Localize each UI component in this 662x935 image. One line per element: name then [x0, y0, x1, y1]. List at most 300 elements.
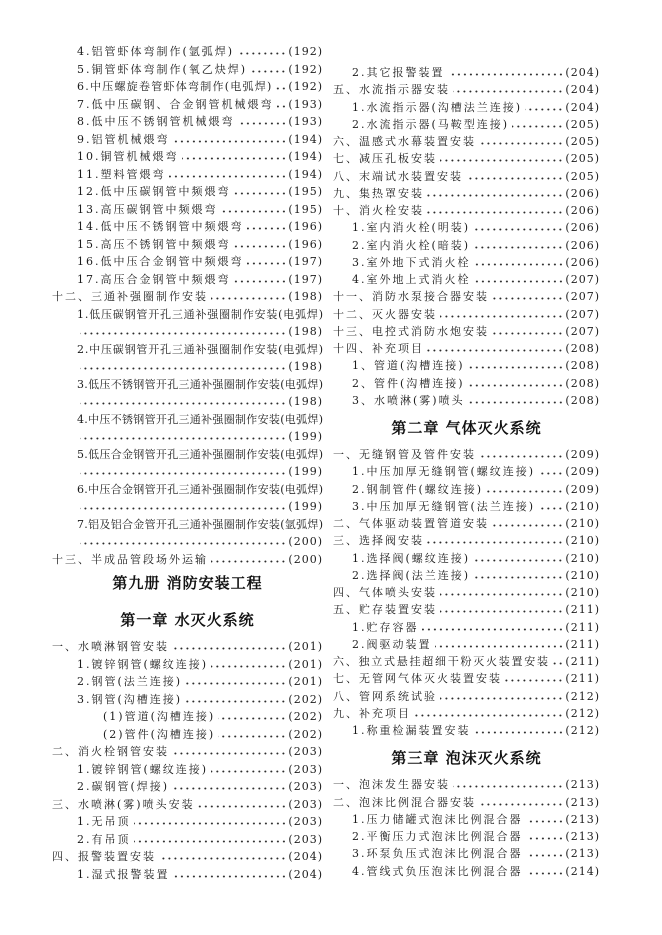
toc-section-entry: [52, 796, 323, 814]
toc-item-entry: [52, 866, 323, 884]
dot-leader: [172, 647, 286, 650]
toc-entry-line: [77, 271, 323, 289]
dot-leader: [198, 805, 287, 808]
toc-entry-line: [77, 148, 323, 166]
toc-entry-line: [333, 601, 600, 618]
toc-section-entry: [333, 794, 600, 811]
toc-page-number: (198): [288, 325, 323, 338]
toc-entry-title: 九、集热罩安装: [333, 186, 424, 200]
toc-item-entry: [52, 831, 323, 849]
toc-page-number: (212): [565, 724, 600, 737]
toc-page-number: (196): [288, 220, 323, 233]
toc-entry-line: [77, 236, 323, 254]
toc-entry-title: 1.低压碳钢管开孔三通补强圈制作安装(电弧焊): [77, 307, 324, 321]
toc-entry-line: [77, 96, 323, 114]
toc-page-number: (206): [565, 186, 600, 200]
toc-entry-line: [52, 638, 323, 656]
toc-entry-title: 一、水喷淋钢管安装: [52, 640, 169, 653]
toc-entry-line: [52, 848, 323, 866]
toc-section-entry: [333, 776, 600, 793]
dot-leader: [526, 837, 564, 840]
toc-left-column: [52, 43, 323, 883]
toc-entry-title: 五、贮存装置安装: [333, 603, 437, 617]
toc-entry-line: [352, 550, 600, 567]
toc-entry-line: [352, 828, 600, 845]
dot-leader: [234, 245, 287, 248]
toc-item-entry: [333, 828, 600, 845]
toc-entry-line: [77, 446, 323, 464]
toc-entry-line: [77, 113, 323, 131]
toc-entry-title: 十三、电控式消防水炮安装: [333, 324, 489, 338]
dot-leader: [276, 87, 287, 90]
toc-section-entry: [333, 688, 600, 705]
toc-entry-line: [352, 811, 600, 828]
toc-entry-title: 4.中压不锈钢管开孔三通补强圈制作安装(电弧焊): [77, 412, 324, 426]
toc-page-number: (207): [565, 324, 600, 338]
toc-section-entry: [333, 446, 600, 463]
toc-page-number: (200): [288, 552, 323, 566]
toc-entry-line: [333, 150, 600, 167]
toc-section-entry: [333, 81, 600, 98]
dot-leader: [169, 175, 287, 178]
dot-leader: [435, 645, 564, 648]
toc-entry-title: 3.低压不锈钢管开孔三通补强圈制作安装(电弧焊): [77, 377, 324, 391]
toc-entry-line: [352, 463, 600, 480]
toc-entry-line: [77, 376, 323, 394]
toc-item-entry: [52, 691, 323, 709]
toc-entry-title: 二、气体驱动装置管道安装: [333, 517, 489, 530]
dot-leader: [185, 682, 286, 685]
dot-leader: [427, 349, 563, 352]
toc-item-entry: [333, 271, 600, 288]
toc-item-entry: [333, 237, 600, 254]
toc-entry-title: 十四、补充项目: [333, 342, 424, 355]
toc-entry-title: 二、泡沫比例混合器安装: [333, 795, 476, 809]
dot-leader: [492, 297, 563, 300]
toc-page-number: (195): [288, 185, 323, 198]
toc-entry-leader-line: [77, 533, 323, 551]
toc-page-number: (211): [565, 603, 600, 617]
toc-entry-line: [333, 323, 600, 340]
toc-page-number: (211): [565, 620, 600, 634]
toc-entry-title: 3.室外地下式消火栓: [352, 255, 471, 269]
toc-item-entry: [52, 411, 323, 446]
toc-page-number: (206): [565, 204, 600, 217]
toc-item-entry: [333, 99, 600, 116]
toc-entry-title: 三、水喷淋(雾)喷头安装: [52, 797, 195, 811]
dot-leader: [221, 210, 287, 213]
toc-entry-line: [333, 794, 600, 811]
toc-item-entry: [333, 550, 600, 567]
toc-entry-line: [352, 357, 600, 374]
toc-page-number: (205): [565, 152, 600, 166]
toc-item-entry: [52, 446, 323, 481]
toc-item-entry: [52, 236, 323, 254]
dot-leader: [538, 472, 563, 475]
toc-entry-title: 2.室内消火栓(暗装): [352, 238, 471, 252]
toc-entry-line: [333, 532, 600, 549]
toc-entry-line: [77, 831, 323, 849]
toc-section-entry: [333, 323, 600, 340]
toc-entry-title: 2.水流指示器(马鞍型连接): [352, 117, 510, 131]
dot-leader: [173, 140, 287, 143]
toc-page-number: (193): [288, 97, 323, 111]
toc-page-number: (213): [565, 778, 600, 792]
toc-entry-line: [52, 288, 323, 306]
toc-item-entry: [333, 463, 600, 480]
dot-leader: [218, 717, 286, 720]
toc-subitem-entry: [52, 708, 323, 726]
toc-entry-title: 1.水流指示器(沟槽法兰连接): [352, 100, 523, 114]
toc-entry-line: [352, 116, 600, 133]
toc-entry-line: [333, 653, 600, 670]
toc-entry-leader-line: [77, 498, 323, 516]
toc-page-number: (203): [288, 797, 323, 811]
toc-entry-title: 十一、消防水泵接合器安装: [333, 290, 489, 304]
dot-leader: [80, 507, 286, 510]
toc-item-entry: [52, 813, 323, 831]
dot-leader: [211, 770, 286, 773]
toc-page-number: (203): [288, 815, 323, 828]
toc-entry-line: [352, 254, 600, 271]
dot-leader: [247, 227, 287, 230]
toc-item-entry: [52, 761, 323, 779]
toc-entry-title: 1.贮存容器: [352, 620, 419, 634]
toc-entry-title: 15.高压不锈钢管中频煨弯: [77, 237, 231, 251]
toc-entry-title: 二、消火栓钢管安装: [52, 745, 169, 758]
toc-page-number: (199): [288, 430, 323, 443]
toc-page-number: (207): [565, 307, 600, 321]
toc-entry-title: 七、减压孔板安装: [333, 152, 437, 166]
toc-page-number: (204): [565, 66, 600, 79]
toc-entry-title: 十二、三通补强圈制作安装: [52, 290, 208, 303]
toc-section-entry: [333, 306, 600, 323]
dot-leader: [526, 872, 564, 875]
toc-entry-title: 6.中压螺旋卷管虾体弯制作(电弧焊): [77, 80, 273, 93]
toc-entry-line: [352, 498, 600, 515]
toc-entry-title: 2.选择阀(法兰连接): [352, 568, 471, 582]
toc-item-entry: [333, 619, 600, 636]
toc-page-number: (214): [565, 864, 600, 878]
toc-item-entry: [52, 96, 323, 114]
toc-entry-title: 2、管件(沟槽连接): [352, 376, 465, 390]
toc-entry-line: [352, 636, 600, 653]
dot-leader: [250, 70, 286, 73]
toc-page-number: (196): [288, 237, 323, 251]
toc-entry-title: 8.低中压不锈钢管机械煨弯: [77, 115, 235, 128]
toc-section-entry: [333, 705, 600, 722]
toc-entry-line: [352, 392, 600, 409]
dot-leader: [182, 157, 287, 160]
toc-entry-line: [77, 866, 323, 884]
toc-page-number: (213): [565, 812, 600, 826]
toc-entry-title: 八、管网系统试验: [333, 689, 437, 703]
dot-leader: [159, 857, 286, 860]
toc-entry-title: 1.无吊顶: [77, 815, 131, 828]
toc-item-entry: [52, 306, 323, 341]
toc-entry-title: (2)管件(沟槽连接): [103, 727, 216, 741]
toc-section-entry: [333, 515, 600, 532]
dot-leader: [427, 211, 563, 214]
toc-page-number: (192): [288, 45, 323, 58]
dot-leader: [473, 228, 563, 231]
toc-page-number: (213): [565, 830, 600, 843]
toc-entry-line: [77, 761, 323, 779]
toc-item-entry: [333, 116, 600, 133]
toc-section-entry: [52, 638, 323, 656]
toc-section-entry: [52, 848, 323, 866]
dot-leader: [473, 576, 563, 579]
dot-leader: [440, 610, 563, 613]
toc-item-entry: [52, 131, 323, 149]
toc-section-entry: [52, 288, 323, 306]
dot-leader: [512, 125, 563, 128]
toc-page-number: (199): [288, 500, 323, 513]
dot-leader: [440, 315, 563, 318]
toc-entry-title: 3、水喷淋(雾)喷头: [352, 393, 465, 407]
toc-page-number: (210): [565, 517, 600, 530]
dot-leader: [474, 731, 564, 734]
toc-entry-line: [77, 481, 323, 499]
dot-leader: [247, 262, 287, 265]
toc-entry-title: 1.湿式报警装置: [77, 867, 170, 881]
toc-entry-title: 八、末端试水装置安装: [333, 169, 463, 183]
toc-page-number: (209): [565, 465, 600, 479]
toc-entry-line: [333, 446, 600, 463]
toc-entry-line: [333, 515, 600, 532]
toc-section-entry: [333, 653, 600, 670]
toc-entry-line: [333, 202, 600, 219]
dot-leader: [172, 752, 286, 755]
toc-entry-line: [352, 863, 600, 880]
toc-page-number: (208): [565, 342, 600, 355]
toc-entry-title: 9.铝管机械煨弯: [77, 132, 170, 146]
toc-item-entry: [52, 253, 323, 271]
toc-entry-title: 十三、半成品管段场外运输: [52, 552, 208, 566]
toc-entry-title: 四、报警装置安装: [52, 850, 156, 863]
toc-page-number: (197): [288, 272, 323, 286]
toc-entry-line: [333, 688, 600, 705]
toc-entry-title: 11.塑料管煨弯: [77, 167, 166, 181]
toc-entry-line: [77, 253, 323, 271]
toc-item-entry: [52, 61, 323, 79]
toc-entry-line: [77, 43, 323, 61]
dot-leader: [80, 402, 286, 405]
toc-entry-title: 14.低中压不锈钢管中频煨弯: [77, 220, 244, 233]
toc-item-entry: [333, 392, 600, 409]
dot-leader: [468, 401, 564, 404]
toc-page-number: (203): [288, 832, 323, 846]
dot-leader: [185, 700, 286, 703]
toc-entry-line: [333, 705, 600, 722]
toc-entry-line: [77, 341, 323, 359]
dot-leader: [526, 820, 564, 823]
toc-entry-line: [352, 99, 600, 116]
dot-leader: [80, 472, 286, 475]
dot-leader: [80, 437, 286, 440]
toc-entry-title: 1.选择阀(螺纹连接): [352, 551, 471, 565]
toc-entry-title: (1)管道(沟槽连接): [103, 710, 216, 723]
dot-leader: [473, 559, 563, 562]
toc-entry-title: 六、独立式悬挂超细干粉灭火装置安装: [333, 655, 550, 668]
dot-leader: [479, 803, 563, 806]
dot-leader: [427, 541, 563, 544]
dot-leader: [448, 73, 564, 76]
toc-page-number: (211): [565, 637, 600, 651]
toc-item-entry: [333, 845, 600, 862]
toc-item-entry: [52, 271, 323, 289]
toc-page-number: (201): [288, 657, 323, 671]
toc-entry-title: 2.其它报警装置: [352, 66, 445, 79]
dot-leader: [211, 297, 286, 300]
toc-entry-title: 2.有吊顶: [77, 832, 131, 846]
toc-entry-title: 4.铝管虾体弯制作(氩弧焊): [77, 45, 235, 58]
toc-entry-title: 17.高压合金钢管中频煨弯: [77, 272, 231, 286]
toc-page-number: (205): [565, 117, 600, 131]
chapter-heading: 第三章 泡沫灭火系统: [391, 749, 542, 768]
toc-item-entry: [52, 673, 323, 691]
dot-leader: [474, 263, 564, 266]
toc-item-entry: [333, 375, 600, 392]
toc-page-number: (193): [288, 115, 323, 128]
toc-item-entry: [333, 357, 600, 374]
toc-entry-leader-line: [77, 428, 323, 446]
toc-item-entry: [52, 516, 323, 551]
toc-entry-line: [77, 411, 323, 429]
toc-entry-title: 十、消火栓安装: [333, 204, 424, 217]
toc-entry-title: 13.高压碳钢管中频煨弯: [77, 202, 218, 216]
toc-page-number: (210): [565, 568, 600, 582]
dot-leader: [173, 875, 287, 878]
dot-leader: [172, 787, 286, 790]
toc-entry-title: 一、泡沫发生器安装: [333, 778, 450, 792]
toc-page-number: (213): [565, 847, 600, 861]
toc-entry-leader-line: [77, 393, 323, 411]
toc-page-number: (206): [565, 238, 600, 252]
toc-entry-title: 3.环泵负压式泡沫比例混合器: [352, 847, 523, 861]
toc-entry-title: 10.铜管机械煨弯: [77, 150, 179, 163]
toc-entry-line: [333, 584, 600, 601]
toc-page-number: (206): [565, 255, 600, 269]
toc-item-entry: [52, 43, 323, 61]
toc-page-number: (194): [288, 167, 323, 181]
toc-entry-title: 7.铝及铝合金管开孔三通补强圈制作安装(氩弧焊): [77, 517, 324, 531]
toc-entry-title: 四、气体喷头安装: [333, 586, 437, 599]
toc-entry-title: 1.中压加厚无缝钢管(螺纹连接): [352, 465, 536, 479]
dot-leader: [211, 560, 286, 563]
toc-item-entry: [52, 376, 323, 411]
toc-item-entry: [333, 254, 600, 271]
dot-leader: [468, 384, 564, 387]
dot-leader: [277, 105, 287, 108]
toc-page-number: (192): [288, 80, 323, 93]
toc-page-number: (202): [288, 710, 323, 723]
toc-entry-line: [77, 306, 323, 324]
toc-entry-title: 1.压力储罐式泡沫比例混合器: [352, 812, 523, 826]
toc-entry-title: 七、无管网气体灭火装置安装: [333, 672, 502, 686]
toc-entry-line: [103, 708, 323, 726]
toc-entry-line: [333, 776, 600, 793]
toc-entry-line: [333, 340, 600, 357]
toc-subitem-entry: [52, 726, 323, 744]
toc-entry-title: 2.中压碳钢管开孔三通补强圈制作安装(电弧焊): [77, 342, 324, 356]
toc-item-entry: [52, 218, 323, 236]
dot-leader: [538, 507, 563, 510]
toc-item-entry: [333, 481, 600, 498]
toc-page-number: (204): [288, 850, 323, 863]
toc-page-number: (205): [565, 135, 600, 148]
dot-leader: [479, 142, 563, 145]
toc-page-number: (204): [288, 867, 323, 881]
dot-leader: [234, 280, 287, 283]
toc-page-number: (202): [288, 727, 323, 741]
toc-entry-title: 九、补充项目: [333, 706, 411, 720]
toc-item-entry: [52, 656, 323, 674]
toc-entry-title: 1.称重检漏装置安装: [352, 724, 471, 737]
toc-item-entry: [52, 778, 323, 796]
toc-entry-line: [52, 551, 323, 569]
dot-leader: [473, 246, 563, 249]
toc-entry-title: 4.室外地上式消火栓: [352, 273, 471, 286]
toc-page-number: (204): [565, 100, 600, 114]
toc-entry-line: [77, 813, 323, 831]
toc-entry-title: 16.低中压合金钢管中频煨弯: [77, 255, 244, 268]
toc-page-number: (204): [565, 83, 600, 97]
toc-entry-title: 2.阀驱动装置: [352, 637, 432, 651]
dot-leader: [422, 628, 564, 631]
toc-entry-line: [103, 726, 323, 744]
toc-page-number: (211): [565, 672, 600, 686]
toc-entry-leader-line: [77, 323, 323, 341]
toc-entry-leader-line: [77, 463, 323, 481]
toc-page-number: (210): [565, 586, 600, 599]
toc-entry-line: [77, 131, 323, 149]
volume-heading: 第九册 消防安装工程: [112, 574, 263, 592]
toc-page-number: (209): [565, 448, 600, 461]
toc-item-entry: [333, 636, 600, 653]
toc-item-entry: [52, 341, 323, 376]
toc-entry-title: 2.钢管(法兰连接): [77, 675, 183, 688]
toc-item-entry: [52, 183, 323, 201]
toc-item-entry: [333, 64, 600, 81]
toc-entry-line: [333, 81, 600, 98]
dot-leader: [453, 90, 563, 93]
toc-page-number: (208): [565, 359, 600, 373]
toc-entry-line: [77, 61, 323, 79]
toc-page-number: (199): [288, 465, 323, 478]
toc-entry-title: 1.镀锌钢管(螺纹连接): [77, 762, 209, 776]
toc-section-entry: [333, 532, 600, 549]
toc-entry-line: [333, 168, 600, 185]
toc-entry-title: 3.中压加厚无缝钢管(法兰连接): [352, 499, 536, 513]
toc-page-number: (206): [565, 221, 600, 235]
dot-leader: [492, 524, 563, 527]
dot-leader: [466, 177, 563, 180]
toc-page-number: (200): [288, 535, 323, 548]
toc-page-number: (207): [565, 290, 600, 304]
dot-leader: [234, 192, 287, 195]
toc-page-number: (213): [565, 795, 600, 809]
toc-entry-line: [352, 481, 600, 498]
toc-entry-line: [333, 288, 600, 305]
toc-item-entry: [52, 481, 323, 516]
dot-leader: [80, 332, 286, 335]
toc-entry-title: 三、选择阀安装: [333, 534, 424, 548]
toc-page-number: (195): [288, 202, 323, 216]
toc-entry-line: [352, 237, 600, 254]
toc-section-entry: [333, 150, 600, 167]
toc-entry-title: 3.钢管(沟槽连接): [77, 692, 183, 706]
